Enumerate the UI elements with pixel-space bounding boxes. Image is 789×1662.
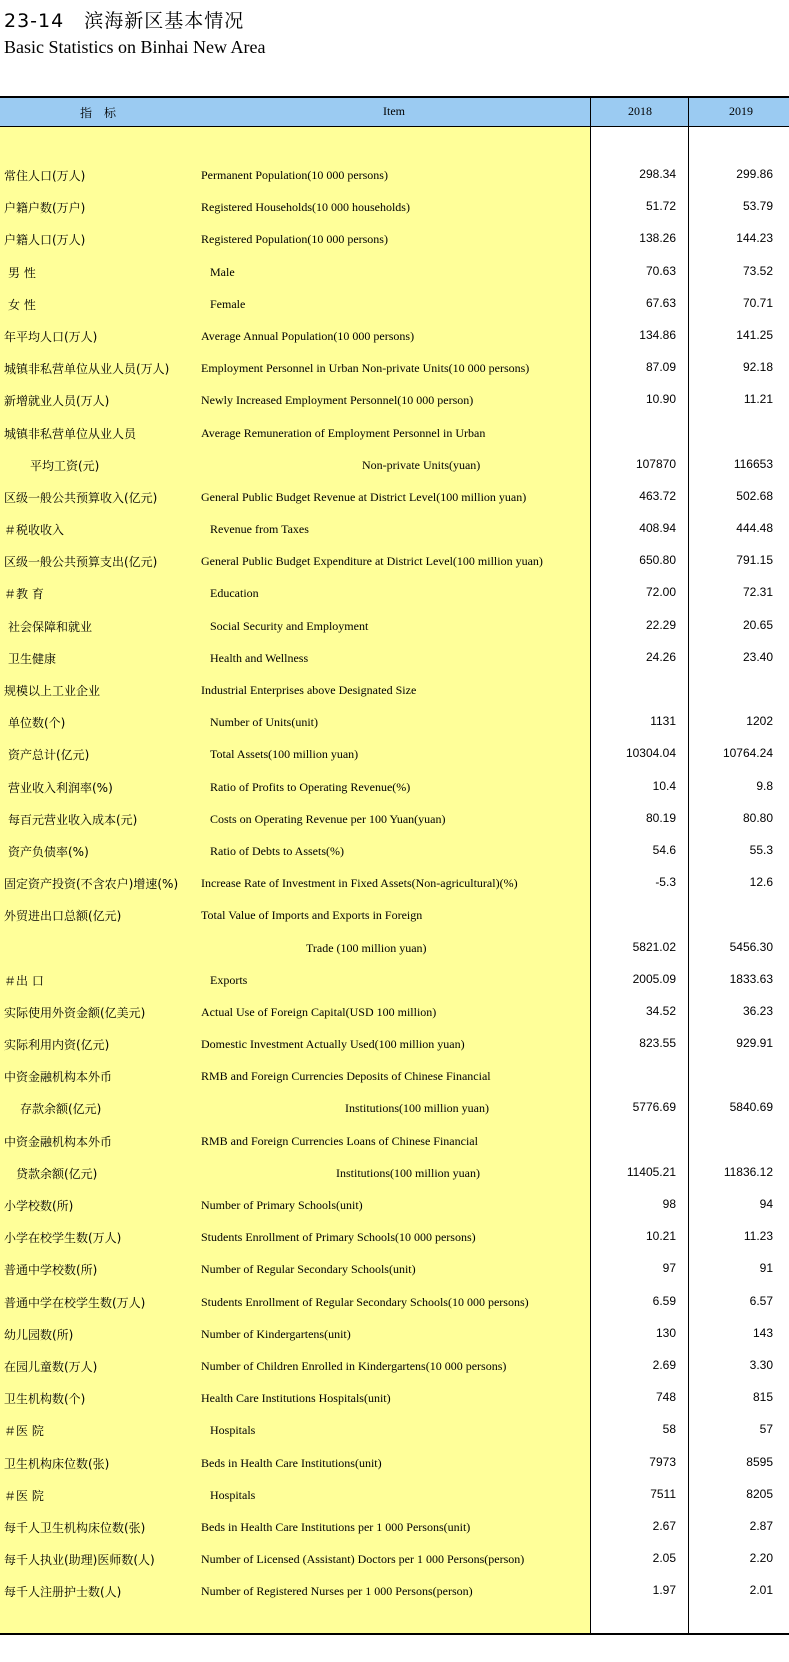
table-row bbox=[0, 159, 789, 191]
row-item-en: Domestic Investment Actually Used(100 million yuan) bbox=[201, 1037, 465, 1052]
table-row bbox=[0, 1382, 789, 1414]
table-header-area bbox=[0, 96, 789, 127]
row-item-en: Beds in Health Care Institutions(unit) bbox=[201, 1455, 382, 1470]
row-value-2019: 55.3 bbox=[749, 842, 773, 857]
row-indicator-cn: 城镇非私营单位从业人员 bbox=[4, 426, 137, 441]
row-item-en: Industrial Enterprises above Designated Size bbox=[201, 683, 417, 697]
row-indicator-cn: 外贸进出口总额(亿元) bbox=[4, 909, 122, 924]
row-item-en: Registered Households(10 000 households) bbox=[201, 200, 410, 215]
row-value-2019: 144.23 bbox=[736, 231, 773, 246]
row-item-en: Employment Personnel in Urban Non-private Units(10 000 persons) bbox=[201, 361, 530, 376]
table-row bbox=[0, 449, 789, 481]
table-row bbox=[0, 932, 789, 964]
row-item-en: Ratio of Profits to Operating Revenue(%) bbox=[210, 779, 411, 794]
row-item-en: RMB and Foreign Currencies Deposits of Chinese Financial bbox=[201, 1069, 491, 1084]
row-item-en: Number of Kindergartens(unit) bbox=[201, 1326, 351, 1341]
table-row bbox=[0, 1479, 789, 1511]
row-item-en: Number of Licensed (Assistant) Doctors per 1 000 Persons(person) bbox=[201, 1552, 525, 1567]
page-title-cn: 23-14 滨海新区基本情况 bbox=[4, 10, 245, 32]
row-value-2018: 748 bbox=[655, 1390, 676, 1405]
row-value-2018: 5776.69 bbox=[632, 1100, 676, 1115]
row-value-2018: 107870 bbox=[635, 456, 676, 471]
table-header bbox=[0, 96, 789, 127]
row-value-2019: 80.80 bbox=[742, 810, 773, 825]
table-row bbox=[0, 191, 789, 223]
table-row bbox=[0, 513, 789, 545]
table-row bbox=[0, 577, 789, 609]
row-value-2018: 34.52 bbox=[645, 1003, 676, 1018]
row-value-2019: 1833.63 bbox=[729, 971, 773, 986]
row-item-en: Non-private Units(yuan) bbox=[362, 457, 481, 472]
table-bottom-rule bbox=[0, 1633, 789, 1635]
row-value-2019: 299.86 bbox=[736, 167, 773, 181]
row-value-2018: 823.55 bbox=[639, 1036, 676, 1051]
row-item-en: Exports bbox=[210, 972, 248, 987]
row-item-en: Students Enrollment of Regular Secondary Schools(10 000 persons) bbox=[201, 1294, 529, 1309]
row-value-2018: 134.86 bbox=[639, 327, 676, 342]
row-indicator-cn: ＃出 口 bbox=[4, 973, 44, 988]
row-value-2018: 1.97 bbox=[652, 1583, 676, 1598]
row-value-2018: 80.19 bbox=[645, 810, 676, 825]
row-indicator-cn: 区级一般公共预算收入(亿元) bbox=[4, 490, 158, 505]
row-item-en: Hospitals bbox=[210, 1487, 256, 1502]
row-value-2018: 408.94 bbox=[639, 521, 676, 536]
row-indicator-cn: 户籍人口(万人) bbox=[4, 233, 86, 248]
row-value-2019: 11836.12 bbox=[723, 1164, 773, 1179]
row-value-2019: 8205 bbox=[746, 1486, 773, 1501]
row-indicator-cn: 卫生机构数(个) bbox=[4, 1392, 86, 1407]
row-item-en: Increase Rate of Investment in Fixed Assets(Non-agricultural)(%) bbox=[201, 876, 518, 891]
row-indicator-cn: 中资金融机构本外币 bbox=[4, 1070, 113, 1085]
row-value-2019: 10764.24 bbox=[722, 746, 773, 761]
row-value-2018: 98 bbox=[662, 1197, 676, 1211]
row-value-2019: 73.52 bbox=[742, 263, 773, 278]
table-row bbox=[0, 642, 789, 674]
row-indicator-cn: 卫生健康 bbox=[8, 651, 57, 666]
row-indicator-cn: 户籍户数(万户) bbox=[4, 201, 86, 216]
row-value-2018: 7511 bbox=[650, 1486, 676, 1501]
row-indicator-cn: 小学校数(所) bbox=[4, 1199, 74, 1213]
header-indicator: 指 标 bbox=[80, 106, 117, 120]
table-row bbox=[0, 481, 789, 513]
row-item-en: General Public Budget Revenue at District Level(100 million yuan) bbox=[201, 489, 527, 504]
table-row bbox=[0, 964, 789, 996]
header-2019: 2019 bbox=[729, 104, 753, 118]
row-value-2019: 2.87 bbox=[749, 1518, 773, 1533]
row-value-2019: 141.25 bbox=[736, 327, 773, 342]
row-value-2018: 10.4 bbox=[652, 778, 676, 793]
row-item-en: Newly Increased Employment Personnel(10 000 person) bbox=[201, 393, 474, 408]
table-row bbox=[0, 223, 789, 255]
table-row bbox=[0, 384, 789, 416]
row-value-2018: 87.09 bbox=[645, 360, 676, 375]
row-indicator-cn: 城镇非私营单位从业人员(万人) bbox=[4, 362, 170, 377]
row-item-en: Total Value of Imports and Exports in Foreign bbox=[201, 908, 423, 923]
row-item-en: Social Security and Employment bbox=[210, 618, 369, 633]
table-row bbox=[0, 352, 789, 384]
row-value-2019: 5840.69 bbox=[729, 1100, 773, 1115]
row-value-2018: 58 bbox=[662, 1422, 676, 1437]
row-indicator-cn: 资产总计(亿元) bbox=[8, 748, 90, 763]
row-value-2019: 5456.30 bbox=[729, 939, 773, 954]
table-row bbox=[0, 256, 789, 288]
table-row bbox=[0, 1157, 789, 1189]
row-indicator-cn: ＃教 育 bbox=[4, 587, 44, 602]
row-value-2019: 94 bbox=[759, 1197, 773, 1211]
row-item-en: Actual Use of Foreign Capital(USD 100 million) bbox=[201, 1004, 437, 1019]
table-row bbox=[0, 1060, 789, 1092]
table-row bbox=[0, 610, 789, 642]
row-indicator-cn: 在园儿童数(万人) bbox=[4, 1359, 98, 1374]
row-item-en: Permanent Population(10 000 persons) bbox=[201, 168, 388, 182]
row-value-2018: 1131 bbox=[650, 714, 676, 729]
row-value-2018: 2.69 bbox=[652, 1357, 676, 1372]
row-indicator-cn: 贷款余额(亿元) bbox=[16, 1166, 98, 1181]
row-value-2019: 57 bbox=[759, 1422, 773, 1437]
row-value-2018: 2005.09 bbox=[632, 971, 676, 986]
row-value-2018: 2.67 bbox=[652, 1518, 676, 1533]
row-value-2018: 51.72 bbox=[645, 199, 676, 214]
row-indicator-cn: 每百元营业收入成本(元) bbox=[8, 812, 138, 827]
row-item-en: Beds in Health Care Institutions per 1 000 Persons(unit) bbox=[201, 1519, 471, 1534]
row-indicator-cn: 资产负债率(%) bbox=[8, 844, 89, 859]
row-value-2019: 444.48 bbox=[736, 521, 773, 536]
row-value-2018: 11405.21 bbox=[626, 1164, 676, 1179]
row-value-2018: 5821.02 bbox=[632, 939, 676, 954]
row-value-2019: 92.18 bbox=[742, 360, 773, 375]
row-value-2019: 929.91 bbox=[736, 1036, 773, 1051]
row-item-en: Total Assets(100 million yuan) bbox=[210, 747, 359, 762]
row-item-en: Registered Population(10 000 persons) bbox=[201, 232, 388, 247]
row-indicator-cn: 每千人卫生机构床位数(张) bbox=[4, 1520, 146, 1535]
row-indicator-cn: 幼儿园数(所) bbox=[4, 1327, 74, 1342]
row-indicator-cn: 普通中学在校学生数(万人) bbox=[4, 1295, 146, 1310]
row-item-en: Average Annual Population(10 000 persons) bbox=[201, 328, 415, 343]
table-row bbox=[0, 835, 789, 867]
row-value-2019: 20.65 bbox=[742, 617, 773, 632]
row-item-en: Number of Primary Schools(unit) bbox=[201, 1198, 363, 1212]
table-row bbox=[0, 1189, 789, 1221]
table-row bbox=[0, 1028, 789, 1060]
row-indicator-cn: 平均工资(元) bbox=[30, 458, 100, 473]
row-value-2019: 11.23 bbox=[743, 1229, 773, 1244]
row-value-2018: 67.63 bbox=[645, 295, 676, 310]
table-row bbox=[0, 1543, 789, 1575]
row-value-2018: 70.63 bbox=[645, 263, 676, 278]
row-item-en: Number of Children Enrolled in Kindergartens(10 000 persons) bbox=[201, 1358, 507, 1373]
row-value-2018: 10304.04 bbox=[625, 746, 676, 761]
row-value-2018: 6.59 bbox=[652, 1293, 676, 1308]
table-row bbox=[0, 1447, 789, 1479]
row-item-en: Female bbox=[210, 296, 246, 311]
row-item-en: Education bbox=[210, 586, 259, 601]
row-item-en: Number of Registered Nurses per 1 000 Persons(person) bbox=[201, 1584, 473, 1599]
row-indicator-cn: 固定资产投资(不含农户)增速(%) bbox=[4, 877, 179, 892]
table-row bbox=[0, 417, 789, 449]
row-value-2019: 72.31 bbox=[742, 585, 773, 600]
table-row bbox=[0, 545, 789, 577]
row-value-2019: 116653 bbox=[733, 456, 773, 471]
row-value-2019: 2.20 bbox=[749, 1551, 773, 1566]
row-value-2019: 12.6 bbox=[749, 875, 773, 890]
row-value-2019: 91 bbox=[759, 1261, 773, 1276]
row-value-2019: 6.57 bbox=[749, 1293, 773, 1308]
table-row bbox=[0, 1414, 789, 1446]
row-indicator-cn: 区级一般公共预算支出(亿元) bbox=[4, 555, 158, 570]
row-item-en: Health and Wellness bbox=[210, 650, 309, 665]
row-indicator-cn: 常住人口(万人) bbox=[4, 169, 86, 183]
row-value-2019: 143 bbox=[752, 1325, 773, 1340]
row-value-2019: 9.8 bbox=[756, 778, 773, 793]
row-value-2018: 650.80 bbox=[639, 553, 676, 568]
row-item-en: Revenue from Taxes bbox=[210, 522, 309, 537]
page-title-en: Basic Statistics on Binhai New Area bbox=[4, 37, 266, 57]
table-row bbox=[0, 996, 789, 1028]
table-row bbox=[0, 899, 789, 931]
row-value-2018: 130 bbox=[655, 1325, 676, 1340]
row-value-2019: 2.01 bbox=[749, 1583, 773, 1598]
row-item-en: General Public Budget Expenditure at District Level(100 million yuan) bbox=[201, 554, 543, 569]
row-indicator-cn: 存款余额(亿元) bbox=[20, 1102, 102, 1117]
row-indicator-cn: 每千人执业(助理)医师数(人) bbox=[4, 1553, 155, 1568]
table-row bbox=[0, 1125, 789, 1157]
row-value-2018: 138.26 bbox=[639, 231, 676, 246]
row-value-2019: 53.79 bbox=[742, 199, 773, 214]
table-row bbox=[0, 803, 789, 835]
row-item-en: Number of Units(unit) bbox=[210, 715, 318, 730]
row-indicator-cn: 普通中学校数(所) bbox=[4, 1263, 98, 1278]
row-value-2019: 1202 bbox=[746, 714, 773, 729]
row-value-2018: 24.26 bbox=[645, 649, 676, 664]
table-body bbox=[0, 159, 789, 1607]
row-value-2018: 10.21 bbox=[645, 1229, 676, 1244]
table-row bbox=[0, 1286, 789, 1318]
row-indicator-cn: 新增就业人员(万人) bbox=[4, 394, 110, 409]
row-value-2018: 54.6 bbox=[652, 842, 676, 857]
row-indicator-cn: 规模以上工业企业 bbox=[4, 684, 101, 698]
table-row bbox=[0, 288, 789, 320]
row-item-en: Costs on Operating Revenue per 100 Yuan(yuan) bbox=[210, 811, 446, 826]
row-indicator-cn: 年平均人口(万人) bbox=[4, 329, 98, 344]
row-indicator-cn: 卫生机构床位数(张) bbox=[4, 1456, 110, 1471]
row-item-en: RMB and Foreign Currencies Loans of Chinese Financial bbox=[201, 1133, 478, 1148]
row-value-2019: 36.23 bbox=[742, 1003, 773, 1018]
row-value-2019: 815 bbox=[752, 1390, 773, 1405]
row-value-2019: 791.15 bbox=[736, 553, 773, 568]
row-value-2019: 502.68 bbox=[736, 488, 773, 503]
row-indicator-cn: 中资金融机构本外币 bbox=[4, 1134, 113, 1149]
row-value-2019: 11.21 bbox=[743, 392, 773, 407]
row-value-2018: -5.3 bbox=[655, 875, 676, 890]
table-row bbox=[0, 738, 789, 770]
row-indicator-cn: ＃税收收入 bbox=[4, 523, 65, 538]
row-value-2018: 97 bbox=[662, 1261, 676, 1276]
table-row bbox=[0, 706, 789, 738]
table-row bbox=[0, 1253, 789, 1285]
row-indicator-cn: ＃医 院 bbox=[4, 1488, 44, 1503]
row-item-en: Average Remuneration of Employment Personnel in Urban bbox=[201, 425, 486, 440]
row-value-2018: 7973 bbox=[649, 1454, 676, 1469]
row-value-2018: 298.34 bbox=[639, 167, 676, 181]
row-indicator-cn: 小学在校学生数(万人) bbox=[4, 1231, 122, 1246]
row-item-en: Health Care Institutions Hospitals(unit) bbox=[201, 1391, 391, 1406]
row-item-en: Ratio of Debts to Assets(%) bbox=[210, 843, 344, 858]
row-indicator-cn: 实际使用外资金额(亿美元) bbox=[4, 1005, 146, 1020]
row-value-2018: 72.00 bbox=[645, 585, 676, 600]
table-row bbox=[0, 1575, 789, 1607]
row-item-en: Institutions(100 million yuan) bbox=[345, 1101, 489, 1116]
table-row bbox=[0, 1092, 789, 1124]
row-value-2019: 70.71 bbox=[742, 295, 773, 310]
row-indicator-cn: 男 性 bbox=[8, 265, 36, 280]
row-indicator-cn: 实际利用内资(亿元) bbox=[4, 1038, 110, 1053]
row-item-en: Male bbox=[210, 264, 235, 279]
row-value-2019: 23.40 bbox=[742, 649, 773, 664]
header-item: Item bbox=[383, 104, 405, 118]
row-indicator-cn: 每千人注册护士数(人) bbox=[4, 1585, 122, 1600]
table-row bbox=[0, 320, 789, 352]
table-row bbox=[0, 674, 789, 706]
row-indicator-cn: 单位数(个) bbox=[8, 716, 66, 731]
table-row bbox=[0, 867, 789, 899]
row-value-2019: 8595 bbox=[746, 1454, 773, 1469]
row-indicator-cn: 社会保障和就业 bbox=[8, 619, 93, 634]
table-row bbox=[0, 1350, 789, 1382]
table-row bbox=[0, 1221, 789, 1253]
row-item-en: Number of Regular Secondary Schools(unit) bbox=[201, 1262, 416, 1277]
row-item-en: Students Enrollment of Primary Schools(10 000 persons) bbox=[201, 1230, 476, 1245]
row-value-2018: 10.90 bbox=[645, 392, 676, 407]
row-indicator-cn: ＃医 院 bbox=[4, 1424, 44, 1439]
row-value-2018: 22.29 bbox=[645, 617, 676, 632]
row-value-2018: 2.05 bbox=[652, 1551, 676, 1566]
row-value-2019: 3.30 bbox=[749, 1357, 773, 1372]
row-item-en: Trade (100 million yuan) bbox=[306, 940, 427, 955]
table-row bbox=[0, 1318, 789, 1350]
table-row bbox=[0, 1511, 789, 1543]
row-item-en: Hospitals bbox=[210, 1423, 256, 1438]
row-value-2018: 463.72 bbox=[639, 488, 676, 503]
row-item-en: Institutions(100 million yuan) bbox=[336, 1165, 480, 1180]
row-indicator-cn: 女 性 bbox=[8, 297, 36, 312]
row-indicator-cn: 营业收入利润率(%) bbox=[8, 780, 113, 795]
table-row bbox=[0, 771, 789, 803]
header-2018: 2018 bbox=[628, 104, 652, 118]
